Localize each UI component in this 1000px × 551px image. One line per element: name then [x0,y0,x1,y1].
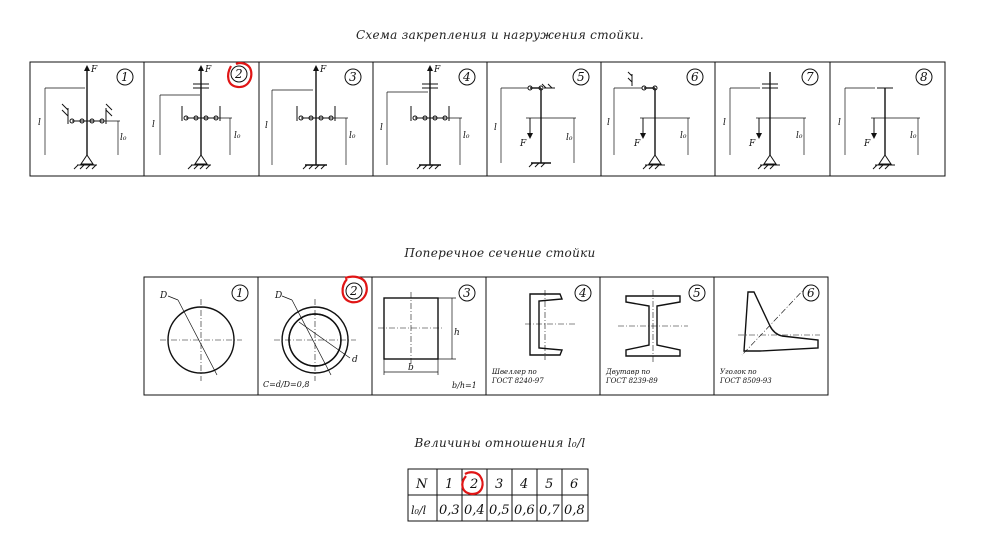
scheme-7-length-label: l [723,118,726,128]
section-6-caption-line-1: Уголок по [720,368,757,376]
scheme-3-force-label: F [320,65,327,75]
section-6-caption-line-2: ГОСТ 8509-93 [720,377,772,385]
section-5-number: 5 [693,286,701,300]
section-5-caption-line-2: ГОСТ 8239-89 [606,377,658,385]
scheme-5-number: 5 [577,70,585,84]
section-panel [144,277,828,395]
ratio-table-value-2: 0,4 [464,503,485,518]
ratio-table-n-1: 1 [445,477,454,492]
scheme-7-force-label: F [749,139,756,149]
section-3-side-label: b [408,363,414,373]
section-1-solid-circle[interactable] [159,285,248,381]
scheme-8-number: 8 [920,70,928,84]
scheme-4-l0-label: l₀ [463,131,470,141]
scheme-8-force-label: F [864,139,871,149]
section-5-caption-line-1: Двутавр по [606,368,651,376]
section-6-angle[interactable] [719,285,820,385]
schemes-title: Схема закрепления и нагружения стойки. [355,28,645,42]
section-3-number: 3 [463,286,471,300]
section-5-ibeam[interactable] [605,285,705,385]
section-4-channel[interactable] [491,285,591,385]
scheme-3[interactable] [265,65,361,169]
scheme-7-l0-label: l₀ [796,131,803,141]
ratio-table-n-2: 2 [470,477,479,492]
scheme-4-number: 4 [463,70,471,84]
section-4-number: 4 [579,286,587,300]
scheme-2-force-label: F [205,65,212,75]
ratio-table-n-4: 4 [520,477,529,492]
section-3-square[interactable] [378,285,477,390]
ratio-table-header-n: N [416,477,428,492]
section-1-diameter-label: D [160,291,168,301]
ratio-table-n-6: 6 [570,477,579,492]
scheme-8-l0-label: l₀ [910,131,917,141]
section-4-caption-line-1: Швеллер по [492,368,537,376]
sections-title: Поперечное сечение стойки [404,246,596,260]
scheme-4-force-label: F [434,65,441,75]
scheme-4-length-label: l [380,123,383,133]
section-2-ring[interactable] [263,277,367,389]
scheme-3-number: 3 [349,70,357,84]
section-1-number: 1 [236,286,244,300]
ratio-table-header-ratio: l₀/l [411,504,427,517]
scheme-3-l0-label: l₀ [349,131,356,141]
ratio-table-value-1: 0,3 [439,503,460,518]
scheme-2-length-label: l [152,120,155,130]
scheme-5-l0-label: l₀ [566,133,573,143]
scheme-2-l0-label: l₀ [234,131,241,141]
scheme-1-number: 1 [121,70,129,84]
section-6-number: 6 [807,286,815,300]
scheme-3-length-label: l [265,121,268,131]
scheme-7-number: 7 [806,70,814,84]
scheme-panel [30,62,945,176]
scheme-7[interactable] [723,69,818,169]
section-2-diameter-label: D [275,291,283,301]
ratio-table-value-5: 0,7 [539,503,560,518]
scheme-6-number: 6 [691,70,699,84]
scheme-5-length-label: l [494,123,497,133]
section-4-caption-line-2: ГОСТ 8240-97 [492,377,544,385]
section-2-inner-diameter-label: d [352,355,358,365]
scheme-1-l0-label: l₀ [120,133,127,143]
ratio-table-value-4: 0,6 [514,503,535,518]
section-2-ratio-caption: C=d/D=0,8 [263,380,310,389]
scheme-1[interactable] [38,65,133,169]
section-3-height-label: h [454,328,460,338]
scheme-8-length-label: l [838,118,841,128]
scheme-5-force-label: F [520,139,527,149]
scheme-6-length-label: l [607,118,610,128]
scheme-8[interactable] [838,69,932,169]
scheme-2-number: 2 [235,67,243,81]
ratio-table-n-3: 3 [495,477,504,492]
ratio-table-n-5: 5 [545,477,554,492]
scheme-6-force-label: F [634,139,641,149]
scheme-6[interactable] [607,69,703,169]
section-2-number: 2 [350,284,358,298]
scheme-1-length-label: l [38,118,41,128]
ratios-title: Величины отношения l₀/l [414,436,586,450]
scheme-4[interactable] [380,65,475,169]
scheme-dividers [144,62,830,176]
scheme-1-force-label: F [91,65,98,75]
ratio-table-value-3: 0,5 [489,503,510,518]
scheme-2[interactable] [152,63,251,169]
scheme-5[interactable] [494,69,589,167]
scheme-6-l0-label: l₀ [680,131,687,141]
ratio-table [408,469,588,521]
section-3-ratio-caption: b/h=1 [452,381,477,390]
ratio-table-value-6: 0,8 [564,503,585,518]
